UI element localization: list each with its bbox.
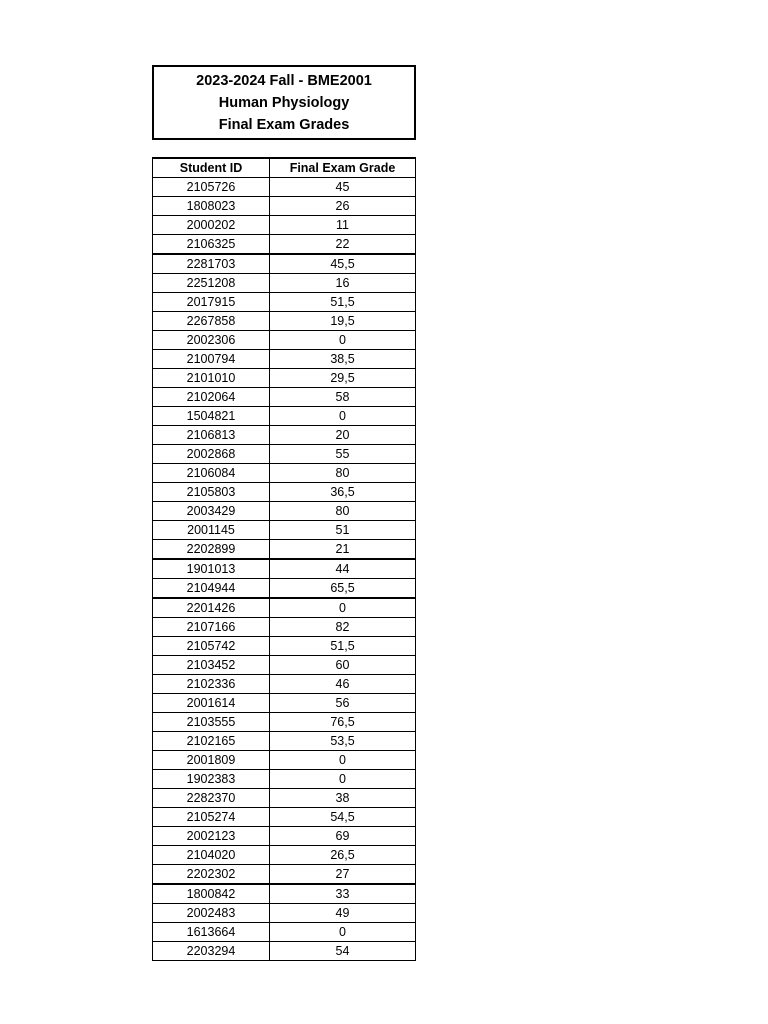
student-id-cell: 2107166 <box>153 618 270 637</box>
student-id-cell: 2102064 <box>153 388 270 407</box>
course-name: Human Physiology <box>218 94 350 111</box>
grade-cell: 51,5 <box>270 637 416 656</box>
grade-cell: 58 <box>270 388 416 407</box>
student-id-cell: 2105803 <box>153 483 270 502</box>
table-row <box>153 178 416 197</box>
student-id-cell: 1808023 <box>153 197 270 216</box>
student-id-cell: 2001809 <box>153 751 270 770</box>
table-row <box>153 350 416 369</box>
grade-cell: 36,5 <box>270 483 416 502</box>
table-row <box>153 656 416 675</box>
table-row <box>153 540 416 560</box>
column-header-final-exam-grade: Final Exam Grade <box>270 158 416 178</box>
table-row <box>153 426 416 445</box>
table-row <box>153 713 416 732</box>
table-row <box>153 464 416 483</box>
table-row <box>153 312 416 331</box>
table-row <box>153 521 416 540</box>
grade-cell: 54,5 <box>270 808 416 827</box>
table-row <box>153 369 416 388</box>
title-box <box>152 65 416 140</box>
student-id-cell: 2103452 <box>153 656 270 675</box>
grade-cell: 76,5 <box>270 713 416 732</box>
student-id-cell: 2281703 <box>153 254 270 274</box>
student-id-cell: 2105726 <box>153 178 270 197</box>
student-id-cell: 2104020 <box>153 846 270 865</box>
student-id-cell: 2003429 <box>153 502 270 521</box>
grade-cell: 22 <box>270 235 416 255</box>
student-id-cell: 2001614 <box>153 694 270 713</box>
student-id-cell: 2102336 <box>153 675 270 694</box>
table-row <box>153 407 416 426</box>
table-row <box>153 808 416 827</box>
grade-cell: 33 <box>270 884 416 904</box>
student-id-cell: 2100794 <box>153 350 270 369</box>
table-row <box>153 388 416 407</box>
grade-cell: 45 <box>270 178 416 197</box>
grade-cell: 80 <box>270 464 416 483</box>
grade-cell: 20 <box>270 426 416 445</box>
table-row <box>153 445 416 464</box>
grade-cell: 82 <box>270 618 416 637</box>
student-id-cell: 2103555 <box>153 713 270 732</box>
sheet-subtitle: Final Exam Grades <box>218 116 350 133</box>
table-row <box>153 884 416 904</box>
grade-cell: 56 <box>270 694 416 713</box>
table-row <box>153 331 416 350</box>
grade-cell: 53,5 <box>270 732 416 751</box>
grade-cell: 21 <box>270 540 416 560</box>
table-row <box>153 274 416 293</box>
grade-cell: 26 <box>270 197 416 216</box>
table-row <box>153 732 416 751</box>
column-header-student-id: Student ID <box>153 158 270 178</box>
grade-cell: 0 <box>270 331 416 350</box>
table-row <box>153 293 416 312</box>
grade-cell: 16 <box>270 274 416 293</box>
student-id-cell: 2002483 <box>153 904 270 923</box>
student-id-cell: 2282370 <box>153 789 270 808</box>
grade-cell: 27 <box>270 865 416 885</box>
student-id-cell: 2001145 <box>153 521 270 540</box>
grade-cell: 54 <box>270 942 416 961</box>
grade-cell: 0 <box>270 598 416 618</box>
student-id-cell: 2002306 <box>153 331 270 350</box>
student-id-cell: 2002868 <box>153 445 270 464</box>
student-id-cell: 1901013 <box>153 559 270 579</box>
student-id-cell: 1902383 <box>153 770 270 789</box>
student-id-cell: 2000202 <box>153 216 270 235</box>
grade-cell: 0 <box>270 751 416 770</box>
table-row <box>153 865 416 885</box>
student-id-cell: 2105274 <box>153 808 270 827</box>
table-row <box>153 579 416 599</box>
table-row <box>153 789 416 808</box>
grade-cell: 29,5 <box>270 369 416 388</box>
table-row <box>153 502 416 521</box>
student-id-cell: 1504821 <box>153 407 270 426</box>
table-row <box>153 846 416 865</box>
student-id-cell: 2102165 <box>153 732 270 751</box>
grade-cell: 55 <box>270 445 416 464</box>
grade-cell: 45,5 <box>270 254 416 274</box>
grade-cell: 51,5 <box>270 293 416 312</box>
table-row <box>153 827 416 846</box>
student-id-cell: 2202899 <box>153 540 270 560</box>
header-row <box>153 158 416 178</box>
grade-cell: 80 <box>270 502 416 521</box>
table-row <box>153 694 416 713</box>
table-row <box>153 923 416 942</box>
student-id-cell: 1800842 <box>153 884 270 904</box>
table-row <box>153 618 416 637</box>
table-row <box>153 904 416 923</box>
student-id-cell: 2202302 <box>153 865 270 885</box>
table-row <box>153 637 416 656</box>
table-row <box>153 942 416 961</box>
table-row <box>153 559 416 579</box>
grade-cell: 60 <box>270 656 416 675</box>
student-id-cell: 2267858 <box>153 312 270 331</box>
grade-cell: 65,5 <box>270 579 416 599</box>
student-id-cell: 2106325 <box>153 235 270 255</box>
grade-cell: 0 <box>270 407 416 426</box>
student-id-cell: 2201426 <box>153 598 270 618</box>
course-title: 2023-2024 Fall - BME2001 <box>196 72 372 89</box>
student-id-cell: 2101010 <box>153 369 270 388</box>
table-row <box>153 483 416 502</box>
table-row <box>153 216 416 235</box>
table-row <box>153 675 416 694</box>
table-row <box>153 751 416 770</box>
grade-cell: 51 <box>270 521 416 540</box>
grade-cell: 46 <box>270 675 416 694</box>
grade-cell: 11 <box>270 216 416 235</box>
grade-cell: 0 <box>270 770 416 789</box>
student-id-cell: 2251208 <box>153 274 270 293</box>
table-row <box>153 254 416 274</box>
student-id-cell: 1613664 <box>153 923 270 942</box>
student-id-cell: 2106084 <box>153 464 270 483</box>
student-id-cell: 2106813 <box>153 426 270 445</box>
grade-cell: 49 <box>270 904 416 923</box>
table-row <box>153 197 416 216</box>
grade-cell: 19,5 <box>270 312 416 331</box>
table-row <box>153 770 416 789</box>
grades-table <box>152 157 416 961</box>
grade-cell: 26,5 <box>270 846 416 865</box>
grade-cell: 38,5 <box>270 350 416 369</box>
table-row <box>153 235 416 255</box>
grades-body <box>153 178 416 961</box>
student-id-cell: 2105742 <box>153 637 270 656</box>
grade-cell: 69 <box>270 827 416 846</box>
grade-cell: 44 <box>270 559 416 579</box>
student-id-cell: 2203294 <box>153 942 270 961</box>
grade-cell: 38 <box>270 789 416 808</box>
student-id-cell: 2017915 <box>153 293 270 312</box>
student-id-cell: 2002123 <box>153 827 270 846</box>
student-id-cell: 2104944 <box>153 579 270 599</box>
table-row <box>153 598 416 618</box>
grade-cell: 0 <box>270 923 416 942</box>
